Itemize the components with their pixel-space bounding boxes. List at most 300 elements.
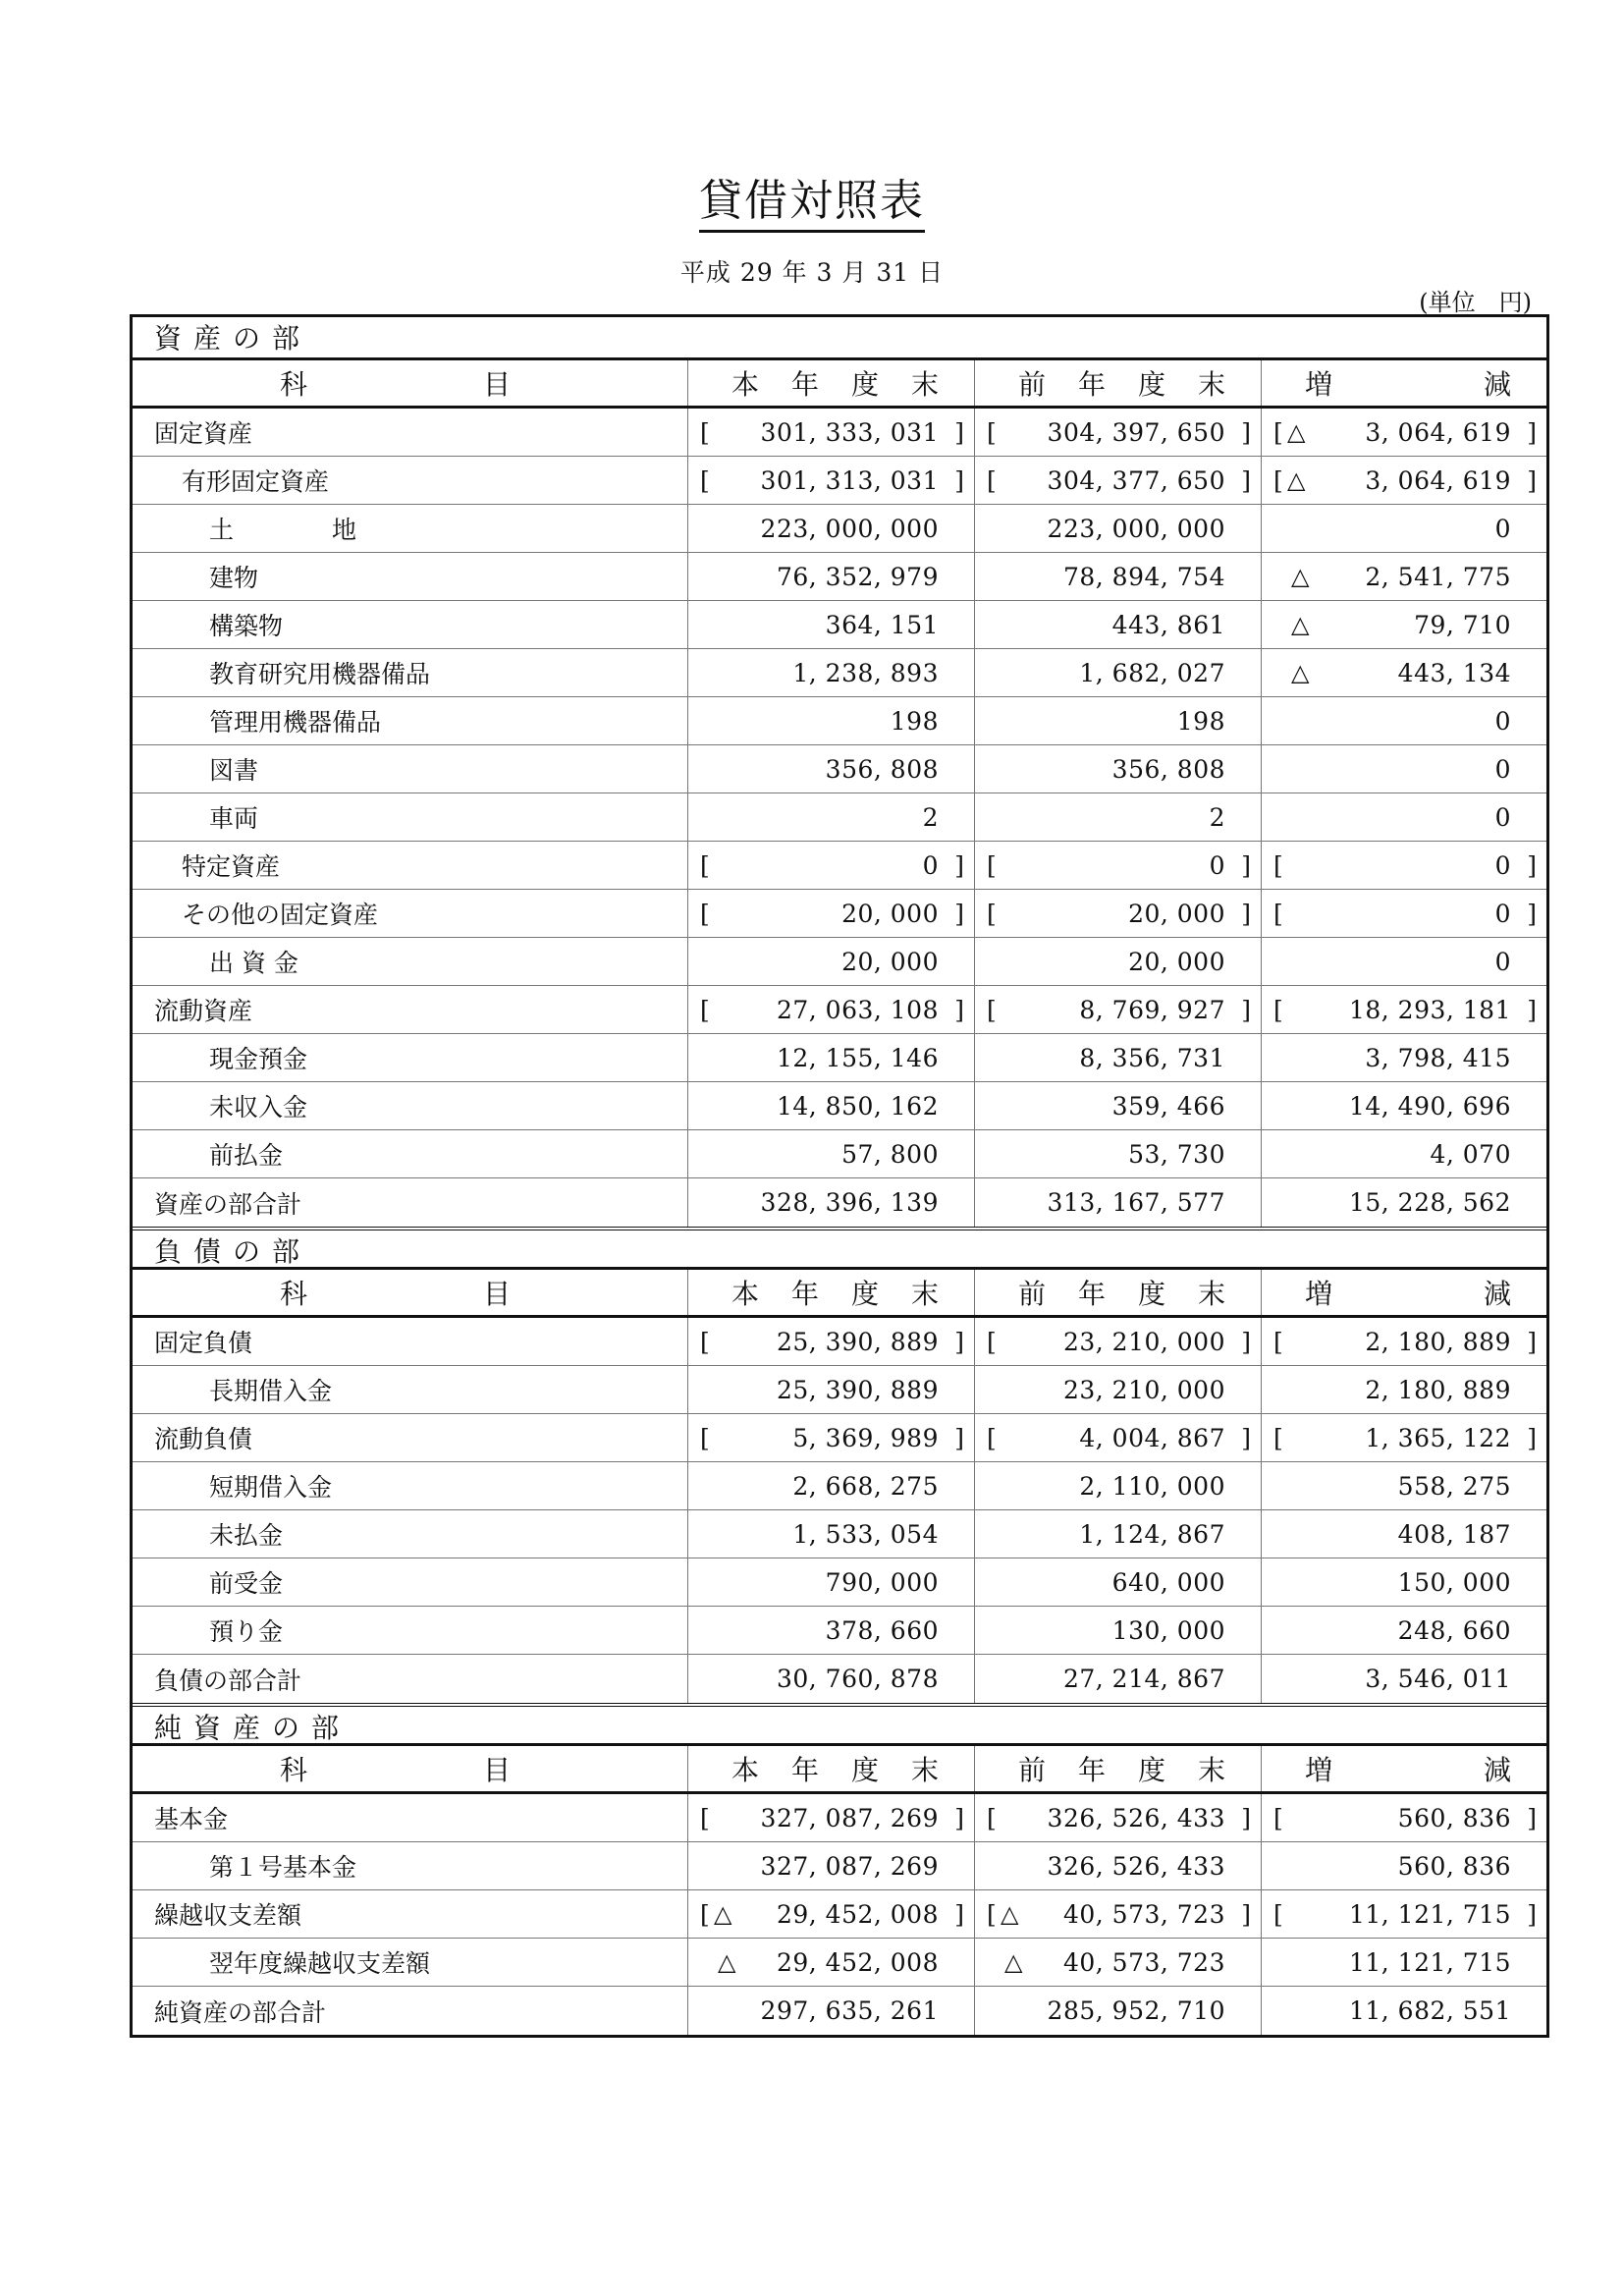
row-label: 負債の部合計 bbox=[133, 1655, 688, 1703]
amount-value: 301, 313, 031 bbox=[760, 465, 939, 495]
current-year-value bbox=[688, 1414, 975, 1461]
header-char: 減 bbox=[1483, 1754, 1511, 1786]
current-year-value bbox=[688, 553, 975, 600]
amount-value: 4, 070 bbox=[1430, 1139, 1511, 1169]
bracket-open: [ bbox=[987, 995, 997, 1024]
bracket-close: ] bbox=[1527, 850, 1537, 880]
amount-value: 640, 000 bbox=[1111, 1567, 1225, 1597]
amount-value: 11, 682, 551 bbox=[1348, 1996, 1511, 2025]
bracket-open: [ bbox=[987, 465, 997, 495]
previous-year-value bbox=[975, 1842, 1262, 1889]
bracket-open: [ bbox=[987, 850, 997, 880]
table-row bbox=[133, 457, 1546, 505]
table-row bbox=[133, 1890, 1546, 1939]
amount-value: 3, 798, 415 bbox=[1365, 1043, 1511, 1072]
amount-value: 12, 155, 146 bbox=[776, 1043, 939, 1072]
negative-triangle: △ bbox=[718, 1948, 736, 1976]
document-title-text: 貸借対照表 bbox=[699, 176, 925, 233]
header-char: 度 bbox=[1137, 1754, 1165, 1786]
amount-value: 1, 682, 027 bbox=[1079, 658, 1225, 687]
amount-value: 5, 369, 989 bbox=[792, 1423, 939, 1452]
row-label: 流動資産 bbox=[133, 986, 688, 1033]
amount-value: 40, 573, 723 bbox=[1062, 1947, 1225, 1977]
row-label: 第１号基本金 bbox=[133, 1842, 688, 1889]
previous-year-value bbox=[975, 1987, 1262, 2035]
bracket-open: [ bbox=[1273, 465, 1283, 495]
amount-value: 408, 187 bbox=[1397, 1519, 1511, 1549]
amount-value: 248, 660 bbox=[1397, 1615, 1511, 1645]
change-value bbox=[1262, 601, 1546, 648]
amount-value: 1, 365, 122 bbox=[1365, 1423, 1511, 1452]
previous-year-value bbox=[975, 1462, 1262, 1509]
amount-value: 78, 894, 754 bbox=[1062, 562, 1225, 591]
table-row bbox=[133, 1939, 1546, 1987]
table-row bbox=[133, 793, 1546, 842]
row-label: 資産の部合計 bbox=[133, 1178, 688, 1227]
row-label: 車両 bbox=[133, 793, 688, 841]
change-value bbox=[1262, 1939, 1546, 1986]
amount-value: 57, 800 bbox=[841, 1139, 939, 1169]
amount-value: 79, 710 bbox=[1414, 610, 1511, 639]
header-previous-year bbox=[975, 1746, 1262, 1791]
previous-year-value bbox=[975, 1655, 1262, 1703]
amount-value: 11, 121, 715 bbox=[1348, 1899, 1511, 1929]
previous-year-value bbox=[975, 986, 1262, 1033]
previous-year-value bbox=[975, 1794, 1262, 1841]
unit-label: (単位 円) bbox=[1419, 289, 1532, 316]
previous-year-value bbox=[975, 842, 1262, 889]
amount-value: 8, 356, 731 bbox=[1079, 1043, 1225, 1072]
previous-year-value bbox=[975, 1510, 1262, 1558]
header-char: 度 bbox=[850, 1278, 879, 1310]
bracket-close: ] bbox=[954, 1423, 964, 1452]
change-value bbox=[1262, 986, 1546, 1033]
amount-value: 25, 390, 889 bbox=[776, 1327, 939, 1356]
amount-value: 0 bbox=[1494, 514, 1511, 543]
amount-value: 1, 238, 893 bbox=[792, 658, 939, 687]
current-year-value bbox=[688, 1318, 975, 1365]
previous-year-value bbox=[975, 1178, 1262, 1227]
amount-value: 15, 228, 562 bbox=[1348, 1188, 1511, 1217]
bracket-open: [ bbox=[987, 1899, 997, 1929]
amount-value: 2 bbox=[1209, 802, 1225, 832]
change-value bbox=[1262, 1082, 1546, 1129]
amount-value: 313, 167, 577 bbox=[1047, 1188, 1225, 1217]
amount-value: 1, 533, 054 bbox=[792, 1519, 939, 1549]
bracket-open: [ bbox=[700, 417, 710, 447]
row-label: 図書 bbox=[133, 745, 688, 793]
header-item bbox=[133, 1270, 688, 1315]
table-row bbox=[133, 553, 1546, 601]
amount-value: 29, 452, 008 bbox=[776, 1947, 939, 1977]
header-char: 科 bbox=[280, 1754, 308, 1786]
amount-value: 20, 000 bbox=[841, 947, 939, 976]
column-header-row bbox=[133, 1270, 1546, 1318]
header-char: 前 bbox=[1018, 368, 1047, 401]
bracket-open: [ bbox=[987, 417, 997, 447]
change-value bbox=[1262, 1130, 1546, 1177]
amount-value: 359, 466 bbox=[1111, 1091, 1225, 1121]
row-label: 長期借入金 bbox=[133, 1366, 688, 1413]
current-year-value bbox=[688, 1082, 975, 1129]
negative-triangle: △ bbox=[1004, 1948, 1023, 1976]
table-row bbox=[133, 1510, 1546, 1558]
bracket-open: [ bbox=[987, 1327, 997, 1356]
amount-value: 20, 000 bbox=[1128, 947, 1225, 976]
row-label: 土 地 bbox=[133, 505, 688, 552]
amount-value: 560, 836 bbox=[1397, 1803, 1511, 1832]
negative-triangle: △ bbox=[1287, 466, 1306, 494]
current-year-value bbox=[688, 601, 975, 648]
header-item bbox=[133, 360, 688, 406]
header-char: 年 bbox=[790, 368, 819, 401]
previous-year-value bbox=[975, 745, 1262, 793]
amount-value: 364, 151 bbox=[825, 610, 939, 639]
amount-value: 223, 000, 000 bbox=[760, 514, 939, 543]
table-row bbox=[133, 1034, 1546, 1082]
amount-value: 0 bbox=[1494, 899, 1511, 928]
current-year-value bbox=[688, 1558, 975, 1606]
header-change bbox=[1262, 1746, 1546, 1791]
amount-value: 304, 377, 650 bbox=[1047, 465, 1225, 495]
header-current-year bbox=[688, 360, 975, 406]
table-row bbox=[133, 986, 1546, 1034]
current-year-value bbox=[688, 1034, 975, 1081]
bracket-close: ] bbox=[1527, 899, 1537, 928]
previous-year-value bbox=[975, 1607, 1262, 1654]
row-label: 未払金 bbox=[133, 1510, 688, 1558]
amount-value: 560, 836 bbox=[1397, 1851, 1511, 1881]
amount-value: 23, 210, 000 bbox=[1062, 1327, 1225, 1356]
header-current-year bbox=[688, 1746, 975, 1791]
change-value bbox=[1262, 1655, 1546, 1703]
previous-year-value bbox=[975, 1939, 1262, 1986]
bracket-close: ] bbox=[954, 465, 964, 495]
table-row bbox=[133, 1130, 1546, 1178]
amount-value: 18, 293, 181 bbox=[1348, 995, 1511, 1024]
bracket-open: [ bbox=[700, 850, 710, 880]
amount-value: 27, 063, 108 bbox=[776, 995, 939, 1024]
amount-value: 558, 275 bbox=[1397, 1471, 1511, 1501]
previous-year-value bbox=[975, 890, 1262, 937]
bracket-close: ] bbox=[1527, 1803, 1537, 1832]
bracket-open: [ bbox=[987, 899, 997, 928]
change-value bbox=[1262, 793, 1546, 841]
bracket-close: ] bbox=[954, 995, 964, 1024]
row-label: 出 資 金 bbox=[133, 938, 688, 985]
header-char: 科 bbox=[280, 1278, 308, 1310]
change-value bbox=[1262, 1366, 1546, 1413]
bracket-close: ] bbox=[1241, 1803, 1251, 1832]
document-date: 平成 29 年 3 月 31 日 bbox=[679, 258, 945, 287]
amount-value: 327, 087, 269 bbox=[760, 1803, 939, 1832]
current-year-value bbox=[688, 649, 975, 696]
header-char: 増 bbox=[1305, 1278, 1333, 1310]
bracket-open: [ bbox=[700, 1803, 710, 1832]
bracket-close: ] bbox=[954, 1899, 964, 1929]
table-row bbox=[133, 697, 1546, 745]
header-char: 前 bbox=[1018, 1278, 1047, 1310]
amount-value: 0 bbox=[1494, 706, 1511, 736]
header-char: 本 bbox=[731, 1278, 760, 1310]
previous-year-value bbox=[975, 1318, 1262, 1365]
amount-value: 20, 000 bbox=[1128, 899, 1225, 928]
header-change bbox=[1262, 360, 1546, 406]
table-row bbox=[133, 409, 1546, 457]
change-value bbox=[1262, 409, 1546, 456]
row-label: 前受金 bbox=[133, 1558, 688, 1606]
current-year-value bbox=[688, 1366, 975, 1413]
header-char: 年 bbox=[1077, 1278, 1106, 1310]
previous-year-value bbox=[975, 1130, 1262, 1177]
row-label: 構築物 bbox=[133, 601, 688, 648]
amount-value: 14, 490, 696 bbox=[1348, 1091, 1511, 1121]
bracket-open: [ bbox=[1273, 1327, 1283, 1356]
current-year-value bbox=[688, 986, 975, 1033]
current-year-value bbox=[688, 505, 975, 552]
header-char: 末 bbox=[1197, 1754, 1225, 1786]
row-label: 前払金 bbox=[133, 1130, 688, 1177]
bracket-close: ] bbox=[1241, 1327, 1251, 1356]
current-year-value bbox=[688, 938, 975, 985]
table-row bbox=[133, 1414, 1546, 1462]
amount-value: 150, 000 bbox=[1397, 1567, 1511, 1597]
bracket-open: [ bbox=[700, 1327, 710, 1356]
amount-value: 356, 808 bbox=[825, 754, 939, 784]
bracket-open: [ bbox=[1273, 995, 1283, 1024]
header-char: 末 bbox=[1197, 368, 1225, 401]
amount-value: 11, 121, 715 bbox=[1348, 1947, 1511, 1977]
bracket-open: [ bbox=[1273, 1423, 1283, 1452]
change-value bbox=[1262, 1178, 1546, 1227]
bracket-close: ] bbox=[1241, 1423, 1251, 1452]
header-change bbox=[1262, 1270, 1546, 1315]
current-year-value bbox=[688, 1130, 975, 1177]
amount-value: 3, 546, 011 bbox=[1365, 1665, 1511, 1693]
bracket-close: ] bbox=[954, 417, 964, 447]
previous-year-value bbox=[975, 505, 1262, 552]
column-header-row bbox=[133, 360, 1546, 409]
bracket-open: [ bbox=[987, 1803, 997, 1832]
header-char: 末 bbox=[1197, 1278, 1225, 1310]
change-value bbox=[1262, 842, 1546, 889]
amount-value: 130, 000 bbox=[1111, 1615, 1225, 1645]
change-value bbox=[1262, 1987, 1546, 2035]
total-row bbox=[133, 1655, 1546, 1703]
header-char: 度 bbox=[1137, 368, 1165, 401]
bracket-close: ] bbox=[954, 1327, 964, 1356]
header-previous-year bbox=[975, 360, 1262, 406]
change-value bbox=[1262, 1462, 1546, 1509]
change-value bbox=[1262, 697, 1546, 744]
amount-value: 2, 668, 275 bbox=[792, 1471, 939, 1501]
change-value bbox=[1262, 553, 1546, 600]
row-label: 翌年度繰越収支差額 bbox=[133, 1939, 688, 1986]
table-row bbox=[133, 1842, 1546, 1890]
previous-year-value bbox=[975, 649, 1262, 696]
current-year-value bbox=[688, 457, 975, 504]
bracket-open: [ bbox=[700, 899, 710, 928]
row-label: 純資産の部合計 bbox=[133, 1987, 688, 2035]
amount-value: 297, 635, 261 bbox=[760, 1996, 939, 2025]
header-char: 度 bbox=[850, 368, 879, 401]
section-title: 資産の部 bbox=[133, 317, 1546, 360]
current-year-value bbox=[688, 842, 975, 889]
header-char: 年 bbox=[1077, 1754, 1106, 1786]
row-label: 預り金 bbox=[133, 1607, 688, 1654]
header-char: 増 bbox=[1305, 368, 1333, 401]
header-char: 減 bbox=[1483, 368, 1511, 401]
header-char: 目 bbox=[482, 1278, 511, 1310]
row-label: 短期借入金 bbox=[133, 1462, 688, 1509]
current-year-value bbox=[688, 793, 975, 841]
amount-value: 198 bbox=[890, 706, 939, 736]
amount-value: 0 bbox=[1494, 850, 1511, 880]
amount-value: 0 bbox=[1494, 754, 1511, 784]
header-char: 末 bbox=[910, 1278, 939, 1310]
header-char: 末 bbox=[910, 1754, 939, 1786]
amount-value: 2, 541, 775 bbox=[1365, 562, 1511, 591]
amount-value: 0 bbox=[922, 850, 939, 880]
table-row bbox=[133, 601, 1546, 649]
current-year-value bbox=[688, 1939, 975, 1986]
bracket-close: ] bbox=[1241, 899, 1251, 928]
table-row bbox=[133, 1558, 1546, 1607]
amount-value: 443, 134 bbox=[1397, 658, 1511, 687]
header-char: 本 bbox=[731, 368, 760, 401]
section-title: 負債の部 bbox=[133, 1227, 1546, 1270]
change-value bbox=[1262, 649, 1546, 696]
total-row bbox=[133, 1987, 1546, 2035]
negative-triangle: △ bbox=[714, 1900, 732, 1928]
bracket-open: [ bbox=[987, 1423, 997, 1452]
amount-value: 20, 000 bbox=[841, 899, 939, 928]
current-year-value bbox=[688, 1178, 975, 1227]
row-label: 管理用機器備品 bbox=[133, 697, 688, 744]
row-label: 特定資産 bbox=[133, 842, 688, 889]
amount-value: 326, 526, 433 bbox=[1047, 1803, 1225, 1832]
row-label: 固定負債 bbox=[133, 1318, 688, 1365]
previous-year-value bbox=[975, 793, 1262, 841]
table-row bbox=[133, 745, 1546, 793]
amount-value: 790, 000 bbox=[825, 1567, 939, 1597]
amount-value: 285, 952, 710 bbox=[1047, 1996, 1225, 2025]
amount-value: 4, 004, 867 bbox=[1079, 1423, 1225, 1452]
negative-triangle: △ bbox=[1287, 418, 1306, 446]
bracket-close: ] bbox=[954, 1803, 964, 1832]
amount-value: 2, 180, 889 bbox=[1365, 1327, 1511, 1356]
amount-value: 2, 110, 000 bbox=[1079, 1471, 1225, 1501]
current-year-value bbox=[688, 1842, 975, 1889]
amount-value: 0 bbox=[1494, 802, 1511, 832]
amount-value: 14, 850, 162 bbox=[776, 1091, 939, 1121]
amount-value: 3, 064, 619 bbox=[1365, 417, 1511, 447]
bracket-close: ] bbox=[954, 850, 964, 880]
amount-value: 0 bbox=[1209, 850, 1225, 880]
bracket-close: ] bbox=[1241, 1899, 1251, 1929]
amount-value: 223, 000, 000 bbox=[1047, 514, 1225, 543]
table-row bbox=[133, 890, 1546, 938]
bracket-open: [ bbox=[1273, 1803, 1283, 1832]
bracket-close: ] bbox=[1527, 465, 1537, 495]
table-row bbox=[133, 842, 1546, 890]
bracket-close: ] bbox=[1241, 850, 1251, 880]
previous-year-value bbox=[975, 1366, 1262, 1413]
amount-value: 301, 333, 031 bbox=[760, 417, 939, 447]
header-current-year bbox=[688, 1270, 975, 1315]
table-row bbox=[133, 1366, 1546, 1414]
balance-sheet-table bbox=[130, 314, 1549, 2038]
column-header-row bbox=[133, 1746, 1546, 1794]
bracket-open: [ bbox=[1273, 417, 1283, 447]
change-value bbox=[1262, 745, 1546, 793]
bracket-close: ] bbox=[1241, 465, 1251, 495]
bracket-close: ] bbox=[1527, 1899, 1537, 1929]
current-year-value bbox=[688, 1607, 975, 1654]
amount-value: 2, 180, 889 bbox=[1365, 1375, 1511, 1404]
row-label: 流動負債 bbox=[133, 1414, 688, 1461]
table-row bbox=[133, 505, 1546, 553]
change-value bbox=[1262, 1318, 1546, 1365]
change-value bbox=[1262, 505, 1546, 552]
current-year-value bbox=[688, 1987, 975, 2035]
amount-value: 25, 390, 889 bbox=[776, 1375, 939, 1404]
table-row bbox=[133, 1318, 1546, 1366]
current-year-value bbox=[688, 745, 975, 793]
table-row bbox=[133, 649, 1546, 697]
change-value bbox=[1262, 890, 1546, 937]
change-value bbox=[1262, 1034, 1546, 1081]
negative-triangle: △ bbox=[1291, 563, 1310, 590]
total-row bbox=[133, 1178, 1546, 1227]
previous-year-value bbox=[975, 938, 1262, 985]
document-title bbox=[0, 165, 1624, 228]
current-year-value bbox=[688, 1510, 975, 1558]
row-label: 有形固定資産 bbox=[133, 457, 688, 504]
amount-value: 40, 573, 723 bbox=[1062, 1899, 1225, 1929]
amount-value: 378, 660 bbox=[825, 1615, 939, 1645]
change-value bbox=[1262, 1607, 1546, 1654]
amount-value: 328, 396, 139 bbox=[760, 1188, 939, 1217]
header-char: 減 bbox=[1483, 1278, 1511, 1310]
negative-triangle: △ bbox=[1291, 611, 1310, 638]
current-year-value bbox=[688, 697, 975, 744]
change-value bbox=[1262, 1558, 1546, 1606]
previous-year-value bbox=[975, 1414, 1262, 1461]
current-year-value bbox=[688, 1890, 975, 1938]
row-label: 教育研究用機器備品 bbox=[133, 649, 688, 696]
bracket-close: ] bbox=[1527, 1327, 1537, 1356]
bracket-open: [ bbox=[700, 465, 710, 495]
bracket-open: [ bbox=[700, 995, 710, 1024]
header-char: 年 bbox=[790, 1278, 819, 1310]
header-char: 度 bbox=[850, 1754, 879, 1786]
previous-year-value bbox=[975, 1890, 1262, 1938]
amount-value: 1, 124, 867 bbox=[1079, 1519, 1225, 1549]
row-label: 未収入金 bbox=[133, 1082, 688, 1129]
header-char: 目 bbox=[482, 368, 511, 401]
table-row bbox=[133, 1082, 1546, 1130]
amount-value: 29, 452, 008 bbox=[776, 1899, 939, 1929]
header-char: 本 bbox=[731, 1754, 760, 1786]
bracket-close: ] bbox=[1527, 417, 1537, 447]
previous-year-value bbox=[975, 601, 1262, 648]
negative-triangle: △ bbox=[1291, 659, 1310, 686]
bracket-close: ] bbox=[1241, 995, 1251, 1024]
current-year-value bbox=[688, 409, 975, 456]
header-char: 増 bbox=[1305, 1754, 1333, 1786]
header-char: 年 bbox=[1077, 368, 1106, 401]
